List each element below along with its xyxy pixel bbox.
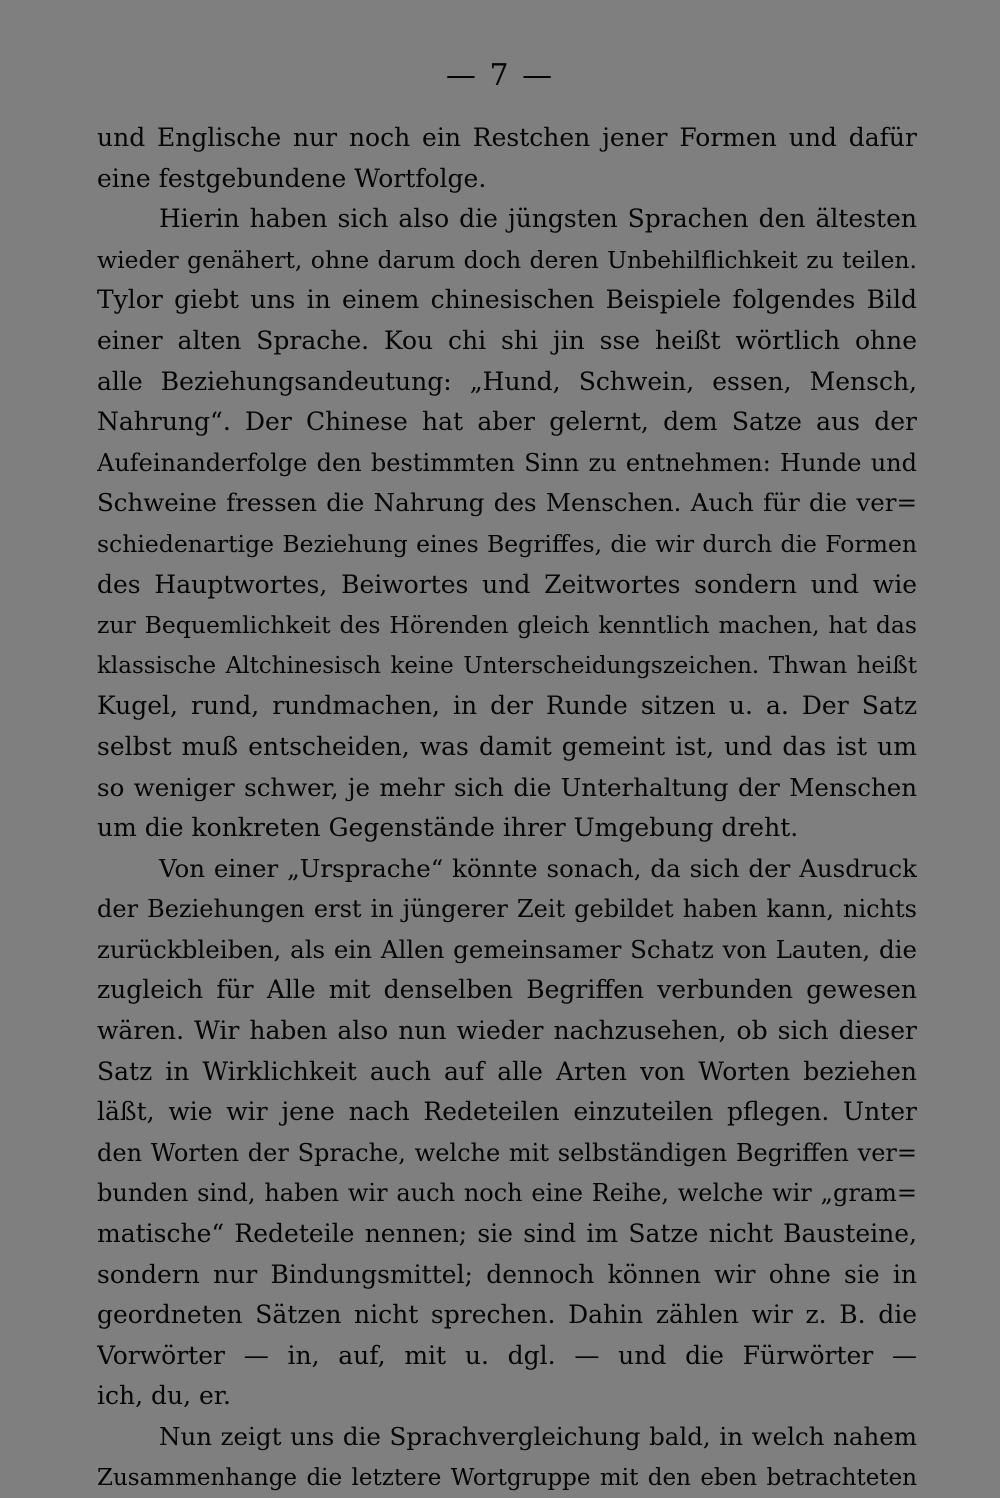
text-line: einer alten Sprache. Kou chi shi jin sse heißt wörtlich ohne: [97, 325, 917, 355]
text-line: und Englische nur noch ein Restchen jener Formen und dafür: [97, 123, 917, 152]
text-line: geordneten Sätzen nicht sprechen. Dahin zählen wir z. B. die: [97, 1300, 917, 1330]
text-line: bunden sind, haben wir auch noch eine Reihe, welche wir „gram=: [97, 1179, 917, 1208]
text-line: sondern nur Bindungsmittel; dennoch können wir ohne sie in: [97, 1259, 917, 1289]
text-line: Schweine fressen die Nahrung des Menschen. Auch für die ver=: [97, 488, 917, 518]
text-line: Nahrung“. Der Chinese hat aber gelernt, dem Satze aus der: [97, 407, 917, 437]
text-line: wären. Wir haben also nun wieder nachzusehen, ob sich dieser: [97, 1016, 917, 1046]
text-line: schiedenartige Beziehung eines Begriffes, die wir durch die Formen: [97, 529, 917, 558]
text-line: selbst muß entscheiden, was damit gemeint ist, und das ist um: [97, 731, 917, 761]
text-line: so weniger schwer, je mehr sich die Unterhaltung der Menschen: [97, 772, 917, 802]
text-line: eine festgebundene Wortfolge.: [97, 163, 487, 193]
text-line: klassische Altchinesisch keine Unterscheidungszeichen. Thwan heißt: [97, 652, 917, 679]
text-line: wieder genähert, ohne darum doch deren Unbehilflichkeit zu teilen.: [97, 245, 917, 274]
text-line: Satz in Wirklichkeit auch auf alle Arten von Worten beziehen: [97, 1056, 917, 1086]
text-line: läßt, wie wir jene nach Redeteilen einzuteilen pflegen. Unter: [97, 1097, 917, 1127]
text-line: zurückbleiben, als ein Allen gemeinsamer Schatz von Lauten, die: [97, 934, 917, 964]
text-line: der Beziehungen erst in jüngerer Zeit gebildet haben kann, nichts: [97, 895, 917, 924]
text-line: ich, du, er.: [97, 1381, 231, 1411]
text-line: matische“ Redeteile nennen; sie sind im Satze nicht Bausteine,: [97, 1219, 917, 1249]
text-line: Von einer „Ursprache“ könnte sonach, da sich der Ausdruck: [159, 853, 917, 883]
page-number: — 7 —: [445, 58, 555, 93]
text-line: den Worten der Sprache, welche mit selbständigen Begriffen ver=: [97, 1138, 917, 1167]
text-line: Aufeinanderfolge den bestimmten Sinn zu entnehmen: Hunde und: [97, 448, 917, 477]
text-line: Vorwörter — in, auf, mit u. dgl. — und die Fürwörter —: [97, 1340, 917, 1370]
body-text: [97, 118, 917, 1498]
text-line: zugleich für Alle mit denselben Begriffen verbunden gewesen: [97, 975, 917, 1005]
text-line: zur Bequemlichkeit des Hörenden gleich kenntlich machen, hat das: [97, 611, 917, 640]
text-line: Nun zeigt uns die Sprachvergleichung bald, in welch nahem: [159, 1422, 917, 1451]
text-line: Zusammenhange die letztere Wortgruppe mit den eben betrachteten: [97, 1464, 917, 1491]
text-line: Hierin haben sich also die jüngsten Sprachen den ältesten: [159, 204, 917, 234]
text-line: Tylor giebt uns in einem chinesischen Beispiele folgendes Bild: [97, 285, 917, 315]
text-line: alle Beziehungsandeutung: „Hund, Schwein, essen, Mensch,: [97, 366, 917, 396]
text-line: um die konkreten Gegenstände ihrer Umgebung dreht.: [97, 813, 799, 843]
text-line: Kugel, rund, rundmachen, in der Runde sitzen u. a. Der Satz: [97, 691, 917, 721]
text-line: des Hauptwortes, Beiwortes und Zeitwortes sondern und wie: [97, 569, 917, 599]
